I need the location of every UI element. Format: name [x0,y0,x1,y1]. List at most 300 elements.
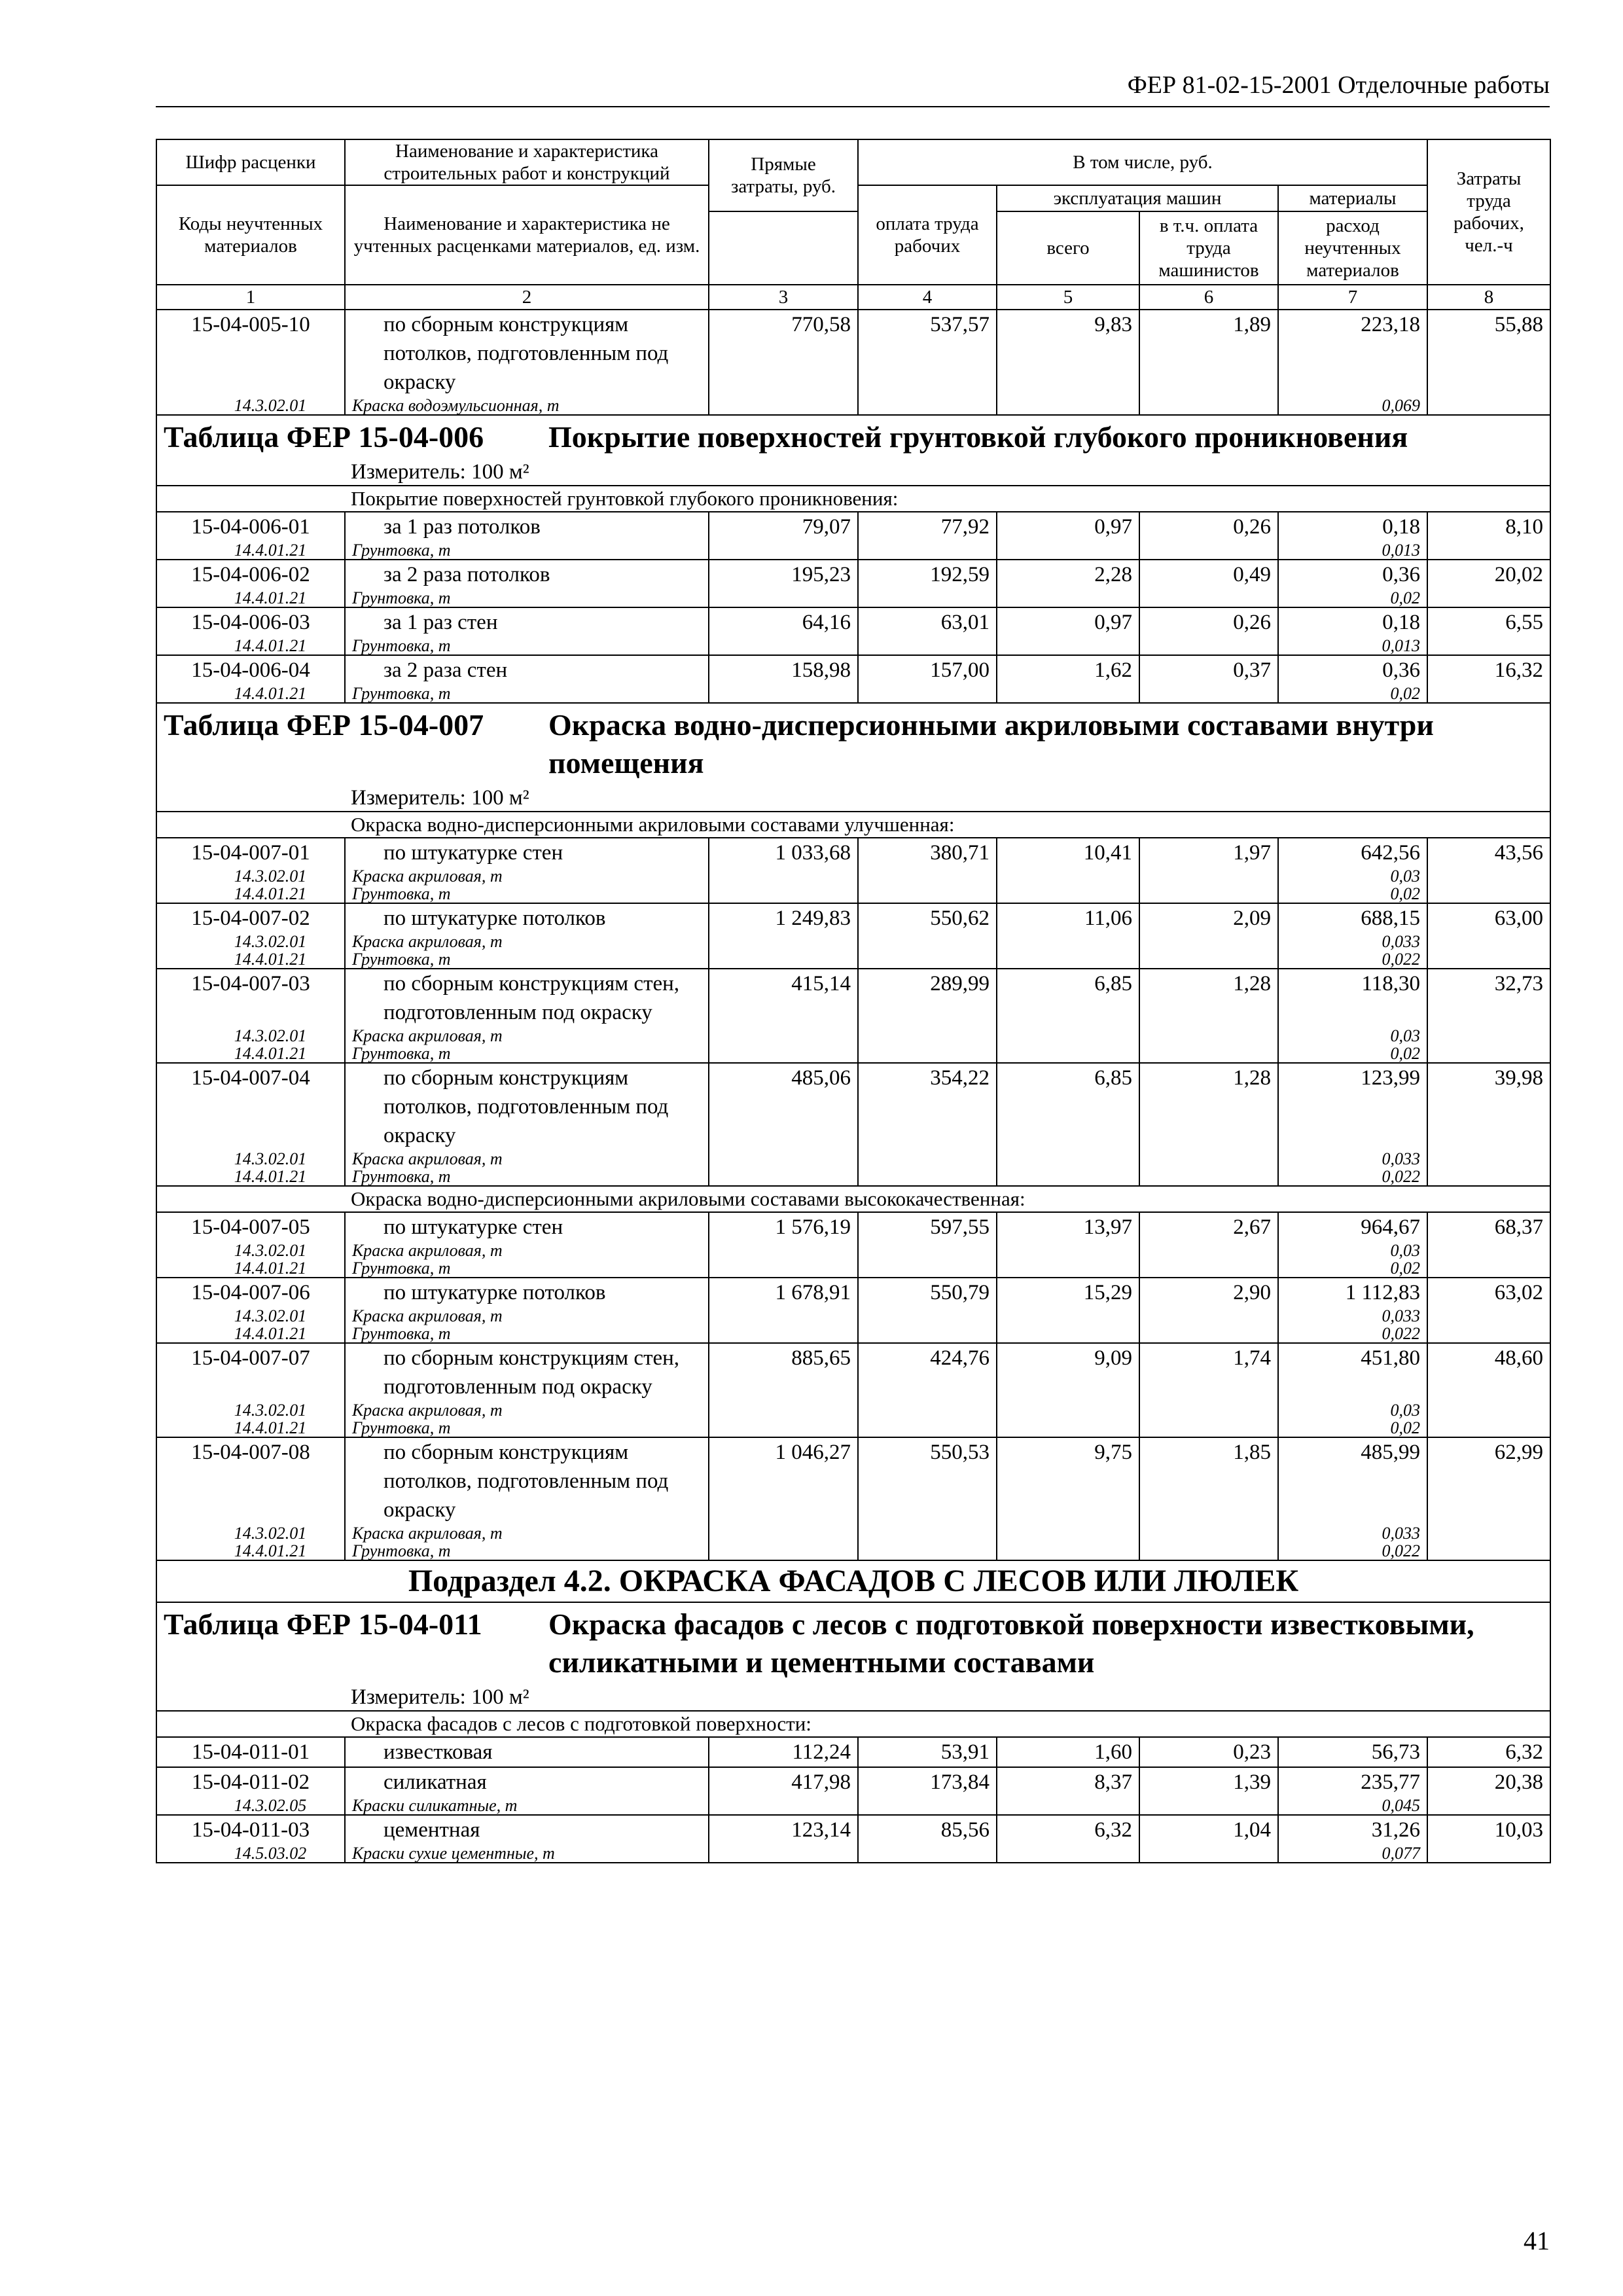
value-v7: 0,36 [1278,560,1427,589]
value-v3: 158,98 [709,655,858,685]
value-v8: 10,03 [1427,1815,1550,1844]
material-qty: 0,02 [1278,685,1427,703]
value-v3: 1 576,19 [709,1212,858,1242]
material-row [156,1325,1550,1343]
empty-cell [709,867,858,885]
value-v6: 1,97 [1139,838,1278,867]
material-qty: 0,022 [1278,1325,1427,1343]
empty-cell [997,867,1139,885]
material-name: Краска акриловая, т [345,867,709,885]
empty-cell [1139,1524,1278,1542]
empty-cell [997,885,1139,903]
material-row [156,1045,1550,1063]
empty-cell [1139,685,1278,703]
value-v7: 451,80 [1278,1343,1427,1401]
empty-cell [1427,1325,1550,1343]
value-v3: 79,07 [709,512,858,541]
material-code: 14.4.01.21 [156,685,345,703]
empty-cell [709,541,858,560]
empty-cell [709,1045,858,1063]
material-code: 14.4.01.21 [156,541,345,560]
material-name: Грунтовка, т [345,950,709,969]
material-qty: 0,045 [1278,1797,1427,1815]
col-number: 8 [1427,285,1550,310]
value-v8: 68,37 [1427,1212,1550,1242]
table-row [156,655,1550,685]
material-name: Краска акриловая, т [345,1150,709,1168]
value-v5: 9,09 [997,1343,1139,1401]
material-name: Краска акриловая, т [345,1524,709,1542]
work-name: за 1 раз стен [345,607,709,637]
value-v6: 1,85 [1139,1437,1278,1524]
value-v7: 485,99 [1278,1437,1427,1524]
material-name: Краска акриловая, т [345,933,709,950]
rate-code: 15-04-007-03 [156,969,345,1027]
value-v4: 77,92 [858,512,997,541]
value-v6: 1,28 [1139,1063,1278,1150]
col-number: 4 [858,285,997,310]
value-v5: 11,06 [997,903,1139,933]
value-v3: 1 678,91 [709,1278,858,1307]
work-name: цементная [345,1815,709,1844]
empty-cell [1139,1168,1278,1186]
material-name: Грунтовка, т [345,1542,709,1560]
subheading: Покрытие поверхностей грунтовкой глубокого проникновения: [156,486,1550,512]
empty-cell [1139,397,1278,415]
material-row [156,541,1550,560]
value-v5: 9,75 [997,1437,1139,1524]
value-v6: 0,37 [1139,655,1278,685]
material-name: Грунтовка, т [345,637,709,655]
value-v5: 8,37 [997,1767,1139,1797]
material-row [156,1242,1550,1259]
value-v3: 195,23 [709,560,858,589]
value-v7: 118,30 [1278,969,1427,1027]
empty-cell [858,885,997,903]
value-v5: 2,28 [997,560,1139,589]
section-heading-row [156,1560,1550,1602]
col-incl-wages-header: в т.ч. оплата труда машинистов [1139,211,1278,285]
value-v3: 1 249,83 [709,903,858,933]
value-v6: 1,89 [1139,310,1278,397]
value-v4: 173,84 [858,1767,997,1797]
value-v6: 1,28 [1139,969,1278,1027]
empty-cell [858,1045,997,1063]
material-qty: 0,02 [1278,1259,1427,1278]
empty-cell [709,1542,858,1560]
material-row [156,1307,1550,1325]
value-v8: 55,88 [1427,310,1550,397]
empty-cell [1139,1797,1278,1815]
rate-code: 15-04-007-07 [156,1343,345,1401]
material-qty: 0,022 [1278,1542,1427,1560]
empty-cell [997,1844,1139,1863]
rate-code: 15-04-006-03 [156,607,345,637]
value-v6: 2,90 [1139,1278,1278,1307]
value-v5: 0,97 [997,607,1139,637]
material-name: Грунтовка, т [345,589,709,607]
value-v5: 6,85 [997,1063,1139,1150]
empty-cell [858,1307,997,1325]
material-row [156,1168,1550,1186]
empty-cell [1139,637,1278,655]
empty-cell [709,1325,858,1343]
value-v4: 53,91 [858,1737,997,1767]
material-qty: 0,02 [1278,885,1427,903]
empty-cell [709,397,858,415]
material-code: 14.3.02.01 [156,1307,345,1325]
table-row [156,838,1550,867]
empty-cell [858,397,997,415]
value-v3: 1 033,68 [709,838,858,867]
subheading: Окраска водно-дисперсионными акриловыми составами высококачественная: [156,1186,1550,1212]
empty-cell [997,950,1139,969]
empty-cell [1139,1150,1278,1168]
empty-cell [1427,1844,1550,1863]
subheading: Окраска водно-дисперсионными акриловыми составами улучшенная: [156,812,1550,838]
empty-cell [709,1168,858,1186]
table-title: Окраска фасадов с лесов с подготовкой поверхности известковыми, силикатными и цементными составами [548,1607,1474,1679]
value-v6: 1,74 [1139,1343,1278,1401]
work-name: по сборным конструкциям стен, подготовленным под окраску [345,969,709,1027]
empty-cell [1427,867,1550,885]
empty-cell [858,1542,997,1560]
empty-cell [1139,1401,1278,1419]
empty-cell [997,1797,1139,1815]
empty-cell [1139,950,1278,969]
value-v5: 13,97 [997,1212,1139,1242]
material-name: Грунтовка, т [345,1259,709,1278]
measure-row [156,1684,1550,1711]
empty-cell [709,1027,858,1045]
empty-cell [858,1150,997,1168]
value-v7: 0,36 [1278,655,1427,685]
material-row [156,685,1550,703]
material-name: Краска водоэмульсионная, т [345,397,709,415]
empty-cell [858,1844,997,1863]
material-code: 14.4.01.21 [156,1168,345,1186]
material-code: 14.4.01.21 [156,1259,345,1278]
col-number: 6 [1139,285,1278,310]
table-number: Таблица ФЕР 15-04-006 [164,420,484,454]
value-v7: 31,26 [1278,1815,1427,1844]
material-qty: 0,03 [1278,1242,1427,1259]
empty-cell [709,885,858,903]
material-row [156,1401,1550,1419]
work-name: по сборным конструкциям стен, подготовленным под окраску [345,1343,709,1401]
empty-cell [1139,1325,1278,1343]
value-v4: 424,76 [858,1343,997,1401]
value-v5: 1,60 [997,1737,1139,1767]
col-codes-unaccounted-header: Коды неучтенных материалов [156,185,345,285]
table-row [156,903,1550,933]
value-v8: 20,38 [1427,1767,1550,1797]
rate-code: 15-04-005-10 [156,310,345,397]
table-row [156,1737,1550,1767]
empty-cell [1427,1524,1550,1542]
table-number: Таблица ФЕР 15-04-007 [164,708,484,742]
table-row [156,1767,1550,1797]
empty-cell [1139,1045,1278,1063]
value-v8: 48,60 [1427,1343,1550,1401]
subheading: Окраска фасадов с лесов с подготовкой поверхности: [156,1711,1550,1737]
header-rule [156,106,1550,107]
empty-cell [709,1524,858,1542]
value-v8: 6,32 [1427,1737,1550,1767]
material-row [156,1150,1550,1168]
col-direct-cont [709,211,858,285]
empty-cell [1139,1542,1278,1560]
work-name: за 1 раз потолков [345,512,709,541]
empty-cell [997,1045,1139,1063]
empty-cell [997,589,1139,607]
material-row [156,1844,1550,1863]
empty-cell [709,933,858,950]
empty-cell [1139,1419,1278,1437]
value-v8: 32,73 [1427,969,1550,1027]
section-heading: Подраздел 4.2. ОКРАСКА ФАСАДОВ С ЛЕСОВ ИЛИ ЛЮЛЕК [156,1560,1550,1602]
empty-cell [1427,541,1550,560]
empty-cell [709,1259,858,1278]
material-qty: 0,033 [1278,1307,1427,1325]
col-name-unaccounted-header: Наименование и характеристика не учтенных расценками материалов, ед. изм. [345,185,709,285]
empty-cell [709,1419,858,1437]
material-qty: 0,013 [1278,541,1427,560]
empty-cell [709,589,858,607]
value-v4: 157,00 [858,655,997,685]
empty-cell [858,867,997,885]
material-row [156,589,1550,607]
material-row [156,1542,1550,1560]
empty-cell [1139,885,1278,903]
value-v6: 0,26 [1139,607,1278,637]
empty-cell [858,1524,997,1542]
work-name: по штукатурке стен [345,1212,709,1242]
material-row [156,397,1550,415]
subheading-row [156,812,1550,838]
material-qty: 0,02 [1278,589,1427,607]
rate-code: 15-04-007-01 [156,838,345,867]
empty-cell [997,1150,1139,1168]
value-v4: 537,57 [858,310,997,397]
value-v5: 0,97 [997,512,1139,541]
value-v4: 550,53 [858,1437,997,1524]
rate-code: 15-04-006-01 [156,512,345,541]
material-code: 14.4.01.21 [156,589,345,607]
value-v7: 642,56 [1278,838,1427,867]
table-row [156,1815,1550,1844]
empty-cell [1427,1401,1550,1419]
empty-cell [997,685,1139,703]
value-v5: 10,41 [997,838,1139,867]
running-header: ФЕР 81-02-15-2001 Отделочные работы [1127,71,1550,99]
empty-cell [709,1150,858,1168]
table-row [156,1343,1550,1401]
work-name: за 2 раза потолков [345,560,709,589]
work-name: по штукатурке потолков [345,1278,709,1307]
empty-cell [1427,1259,1550,1278]
material-qty: 0,033 [1278,1150,1427,1168]
material-name: Грунтовка, т [345,1168,709,1186]
material-row [156,1419,1550,1437]
material-code: 14.4.01.21 [156,1419,345,1437]
empty-cell [1427,637,1550,655]
col-labor-header: Затраты труда рабочих, чел.-ч [1427,139,1550,285]
material-name: Грунтовка, т [345,885,709,903]
rate-code: 15-04-011-02 [156,1767,345,1797]
empty-cell [1427,1045,1550,1063]
empty-cell [858,1242,997,1259]
empty-cell [997,1325,1139,1343]
empty-cell [1427,1150,1550,1168]
rate-code: 15-04-007-05 [156,1212,345,1242]
material-qty: 0,013 [1278,637,1427,655]
col-wages-header: оплата труда рабочих [858,185,997,285]
material-code: 14.3.02.01 [156,867,345,885]
empty-cell [1427,1307,1550,1325]
material-name: Краска акриловая, т [345,1401,709,1419]
empty-cell [1427,589,1550,607]
material-row [156,867,1550,885]
material-qty: 0,033 [1278,1524,1427,1542]
material-qty: 0,02 [1278,1419,1427,1437]
value-v4: 354,22 [858,1063,997,1150]
material-code: 14.3.02.01 [156,397,345,415]
value-v8: 63,02 [1427,1278,1550,1307]
value-v3: 1 046,27 [709,1437,858,1524]
table-title: Окраска водно-дисперсионными акриловыми составами внутри помещения [548,708,1434,780]
empty-cell [1427,885,1550,903]
material-qty: 0,03 [1278,867,1427,885]
table-row [156,1212,1550,1242]
value-v7: 964,67 [1278,1212,1427,1242]
value-v7: 0,18 [1278,512,1427,541]
empty-cell [858,1419,997,1437]
material-row [156,637,1550,655]
value-v4: 597,55 [858,1212,997,1242]
column-numbers-row [156,285,1550,310]
material-qty: 0,02 [1278,1045,1427,1063]
empty-cell [1427,1542,1550,1560]
empty-cell [997,1259,1139,1278]
value-v8: 20,02 [1427,560,1550,589]
value-v7: 223,18 [1278,310,1427,397]
col-number: 5 [997,285,1139,310]
value-v4: 289,99 [858,969,997,1027]
material-row [156,933,1550,950]
value-v8: 43,56 [1427,838,1550,867]
value-v3: 415,14 [709,969,858,1027]
value-v7: 123,99 [1278,1063,1427,1150]
col-number: 7 [1278,285,1427,310]
work-name: силикатная [345,1767,709,1797]
material-qty: 0,033 [1278,933,1427,950]
rate-code: 15-04-007-04 [156,1063,345,1150]
value-v7: 688,15 [1278,903,1427,933]
value-v7: 1 112,83 [1278,1278,1427,1307]
value-v7: 56,73 [1278,1737,1427,1767]
value-v8: 63,00 [1427,903,1550,933]
empty-cell [1427,1168,1550,1186]
value-v5: 1,62 [997,655,1139,685]
material-row [156,1027,1550,1045]
empty-cell [858,1401,997,1419]
material-row [156,1259,1550,1278]
col-materials-header: материалы [1278,185,1427,211]
value-v8: 6,55 [1427,607,1550,637]
material-code: 14.3.02.01 [156,1242,345,1259]
subheading-row [156,1711,1550,1737]
empty-cell [709,1844,858,1863]
empty-cell [709,1242,858,1259]
empty-cell [1427,933,1550,950]
measure-row [156,785,1550,812]
material-name: Грунтовка, т [345,541,709,560]
empty-cell [997,397,1139,415]
measure-unit: Измеритель: 100 м² [156,459,1550,486]
value-v6: 2,67 [1139,1212,1278,1242]
empty-cell [1139,541,1278,560]
material-code: 14.3.02.01 [156,1401,345,1419]
rate-code: 15-04-006-02 [156,560,345,589]
empty-cell [1139,1307,1278,1325]
empty-cell [1139,933,1278,950]
value-v5: 15,29 [997,1278,1139,1307]
material-name: Краска акриловая, т [345,1027,709,1045]
empty-cell [858,950,997,969]
col-number: 1 [156,285,345,310]
empty-cell [709,1307,858,1325]
page-number: 41 [1524,2226,1550,2255]
material-row [156,1524,1550,1542]
table-row [156,1278,1550,1307]
subheading-row [156,486,1550,512]
empty-cell [1139,867,1278,885]
value-v3: 770,58 [709,310,858,397]
table-row [156,1063,1550,1150]
value-v6: 1,04 [1139,1815,1278,1844]
material-code: 14.4.01.21 [156,950,345,969]
value-v7: 235,77 [1278,1767,1427,1797]
material-name: Краски силикатные, т [345,1797,709,1815]
table-title-row [156,703,1550,785]
empty-cell [1139,1242,1278,1259]
empty-cell [1139,1027,1278,1045]
value-v4: 85,56 [858,1815,997,1844]
empty-cell [997,541,1139,560]
material-row [156,1797,1550,1815]
empty-cell [709,685,858,703]
rate-code: 15-04-006-04 [156,655,345,685]
value-v8: 8,10 [1427,512,1550,541]
col-number: 2 [345,285,709,310]
material-qty: 0,03 [1278,1401,1427,1419]
empty-cell [709,637,858,655]
value-v4: 192,59 [858,560,997,589]
work-name: по штукатурке стен [345,838,709,867]
table-title-row [156,1602,1550,1684]
material-name: Грунтовка, т [345,685,709,703]
material-code: 14.3.02.01 [156,1027,345,1045]
empty-cell [858,685,997,703]
empty-cell [858,1325,997,1343]
work-name: по сборным конструкциям потолков, подготовленным под окраску [345,310,709,397]
material-name: Грунтовка, т [345,1325,709,1343]
value-v6: 0,26 [1139,512,1278,541]
empty-cell [858,1168,997,1186]
value-v5: 6,32 [997,1815,1139,1844]
value-v7: 0,18 [1278,607,1427,637]
